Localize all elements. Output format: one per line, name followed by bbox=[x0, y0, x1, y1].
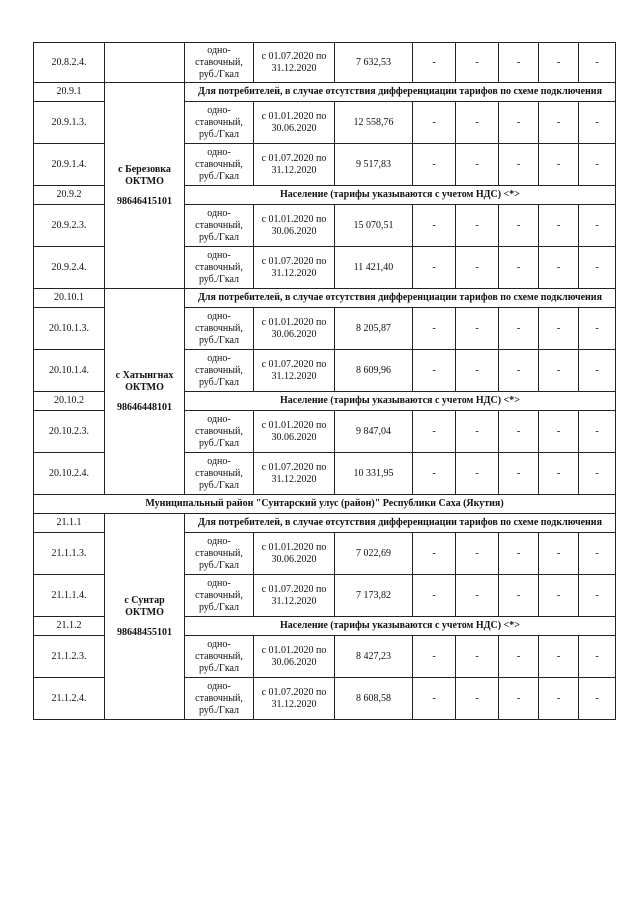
empty-value-dash: - bbox=[456, 43, 499, 83]
tariff-period: с 01.07.2020 по 31.12.2020 bbox=[254, 247, 335, 289]
tariff-unit: одно-ставочный, руб./Гкал bbox=[185, 102, 254, 144]
empty-value-dash: - bbox=[539, 308, 579, 350]
row-number: 20.9.1.3. bbox=[34, 102, 105, 144]
empty-value-dash: - bbox=[579, 636, 616, 678]
row-number: 20.10.1 bbox=[34, 289, 105, 308]
oktmo-label: ОКТМО bbox=[125, 381, 164, 393]
tariff-period: с 01.01.2020 по 30.06.2020 bbox=[254, 636, 335, 678]
empty-value-dash: - bbox=[579, 247, 616, 289]
empty-value-dash: - bbox=[539, 453, 579, 495]
empty-value-dash: - bbox=[456, 308, 499, 350]
tariff-value: 8 609,96 bbox=[335, 350, 413, 392]
tariff-unit: одно-ставочный, руб./Гкал bbox=[185, 308, 254, 350]
empty-value-dash: - bbox=[499, 636, 539, 678]
oktmo-code: 98648455101 bbox=[117, 626, 172, 638]
empty-value-dash: - bbox=[499, 102, 539, 144]
tariff-value: 8 427,23 bbox=[335, 636, 413, 678]
empty-value-dash: - bbox=[539, 636, 579, 678]
empty-value-dash: - bbox=[499, 533, 539, 575]
empty-value-dash: - bbox=[413, 205, 456, 247]
row-number: 21.1.2 bbox=[34, 617, 105, 636]
empty-value-dash: - bbox=[579, 205, 616, 247]
row-number: 20.10.2 bbox=[34, 392, 105, 411]
oktmo-label: ОКТМО bbox=[125, 606, 164, 618]
locality-name: с Хатынгнах bbox=[115, 369, 174, 381]
empty-value-dash: - bbox=[499, 575, 539, 617]
empty-value-dash: - bbox=[413, 636, 456, 678]
tariff-value: 11 421,40 bbox=[335, 247, 413, 289]
row-number: 20.9.1.4. bbox=[34, 144, 105, 186]
empty-value-dash: - bbox=[413, 144, 456, 186]
group-row bbox=[34, 514, 616, 533]
empty-value-dash: - bbox=[456, 144, 499, 186]
tariff-period: с 01.01.2020 по 30.06.2020 bbox=[254, 308, 335, 350]
tariff-value: 10 331,95 bbox=[335, 453, 413, 495]
consumer-group-heading: Для потребителей, в случае отсутствия дифференциации тарифов по схеме подключения bbox=[185, 83, 616, 102]
empty-value-dash: - bbox=[456, 102, 499, 144]
tariff-period: с 01.07.2020 по 31.12.2020 bbox=[254, 453, 335, 495]
empty-value-dash: - bbox=[499, 411, 539, 453]
empty-value-dash: - bbox=[539, 144, 579, 186]
tariff-unit: одно-ставочный, руб./Гкал bbox=[185, 205, 254, 247]
locality-cell bbox=[105, 43, 185, 83]
empty-value-dash: - bbox=[456, 350, 499, 392]
tariff-period: с 01.07.2020 по 31.12.2020 bbox=[254, 144, 335, 186]
tariff-period: с 01.01.2020 по 30.06.2020 bbox=[254, 533, 335, 575]
empty-value-dash: - bbox=[579, 43, 616, 83]
empty-value-dash: - bbox=[413, 350, 456, 392]
empty-value-dash: - bbox=[456, 247, 499, 289]
tariff-period: с 01.07.2020 по 31.12.2020 bbox=[254, 43, 335, 83]
consumer-group-heading: Для потребителей, в случае отсутствия дифференциации тарифов по схеме подключения bbox=[185, 289, 616, 308]
empty-value-dash: - bbox=[413, 575, 456, 617]
empty-value-dash: - bbox=[579, 308, 616, 350]
empty-value-dash: - bbox=[579, 102, 616, 144]
empty-value-dash: - bbox=[456, 533, 499, 575]
locality-name: с Березовка bbox=[118, 163, 171, 175]
locality-cell bbox=[105, 289, 185, 495]
empty-value-dash: - bbox=[456, 636, 499, 678]
empty-value-dash: - bbox=[413, 453, 456, 495]
tariff-unit: одно-ставочный, руб./Гкал bbox=[185, 453, 254, 495]
tariff-unit: одно-ставочный, руб./Гкал bbox=[185, 678, 254, 720]
municipal-row bbox=[34, 495, 616, 514]
oktmo-code: 98646448101 bbox=[117, 401, 172, 413]
row-number: 21.1.1 bbox=[34, 514, 105, 533]
empty-value-dash: - bbox=[539, 575, 579, 617]
row-number: 21.1.2.3. bbox=[34, 636, 105, 678]
tariff-unit: одно-ставочный, руб./Гкал bbox=[185, 350, 254, 392]
row-number: 20.9.1 bbox=[34, 83, 105, 102]
empty-value-dash: - bbox=[579, 533, 616, 575]
tariff-value: 12 558,76 bbox=[335, 102, 413, 144]
empty-value-dash: - bbox=[456, 411, 499, 453]
population-group-heading: Население (тарифы указываются с учетом НДС) <*> bbox=[185, 186, 616, 205]
empty-value-dash: - bbox=[539, 247, 579, 289]
tariff-value: 15 070,51 bbox=[335, 205, 413, 247]
empty-value-dash: - bbox=[579, 575, 616, 617]
empty-value-dash: - bbox=[499, 308, 539, 350]
empty-value-dash: - bbox=[413, 308, 456, 350]
empty-value-dash: - bbox=[499, 350, 539, 392]
tariff-value: 7 173,82 bbox=[335, 575, 413, 617]
empty-value-dash: - bbox=[413, 533, 456, 575]
tariff-value: 9 517,83 bbox=[335, 144, 413, 186]
group-row bbox=[34, 289, 616, 308]
tariff-period: с 01.07.2020 по 31.12.2020 bbox=[254, 678, 335, 720]
tariff-unit: одно-ставочный, руб./Гкал bbox=[185, 411, 254, 453]
empty-value-dash: - bbox=[539, 533, 579, 575]
tariff-value: 8 608,58 bbox=[335, 678, 413, 720]
consumer-group-heading: Для потребителей, в случае отсутствия дифференциации тарифов по схеме подключения bbox=[185, 514, 616, 533]
empty-value-dash: - bbox=[499, 144, 539, 186]
oktmo-label: ОКТМО bbox=[125, 175, 164, 187]
row-number: 20.10.2.4. bbox=[34, 453, 105, 495]
tariff-period: с 01.01.2020 по 30.06.2020 bbox=[254, 411, 335, 453]
empty-value-dash: - bbox=[539, 205, 579, 247]
tariff-unit: одно-ставочный, руб./Гкал bbox=[185, 533, 254, 575]
row-number: 21.1.1.4. bbox=[34, 575, 105, 617]
empty-value-dash: - bbox=[456, 678, 499, 720]
tariff-period: с 01.01.2020 по 30.06.2020 bbox=[254, 205, 335, 247]
group-row bbox=[34, 83, 616, 102]
tariff-value: 9 847,04 bbox=[335, 411, 413, 453]
empty-value-dash: - bbox=[413, 678, 456, 720]
empty-value-dash: - bbox=[456, 453, 499, 495]
tariff-unit: одно-ставочный, руб./Гкал bbox=[185, 247, 254, 289]
population-group-heading: Население (тарифы указываются с учетом НДС) <*> bbox=[185, 617, 616, 636]
tariff-unit: одно-ставочный, руб./Гкал bbox=[185, 43, 254, 83]
locality-cell bbox=[105, 514, 185, 720]
empty-value-dash: - bbox=[539, 102, 579, 144]
table-row bbox=[34, 43, 616, 83]
oktmo-code: 98646415101 bbox=[117, 195, 172, 207]
tariff-period: с 01.07.2020 по 31.12.2020 bbox=[254, 575, 335, 617]
row-number: 20.8.2.4. bbox=[34, 43, 105, 83]
empty-value-dash: - bbox=[539, 678, 579, 720]
empty-value-dash: - bbox=[579, 678, 616, 720]
tariff-table bbox=[33, 42, 616, 720]
row-number: 20.9.2 bbox=[34, 186, 105, 205]
municipal-district-title: Муниципальный район "Сунтарский улус (район)" Республики Саха (Якутия) bbox=[34, 495, 616, 514]
population-group-heading: Население (тарифы указываются с учетом НДС) <*> bbox=[185, 392, 616, 411]
tariff-value: 7 632,53 bbox=[335, 43, 413, 83]
row-number: 20.10.2.3. bbox=[34, 411, 105, 453]
empty-value-dash: - bbox=[499, 247, 539, 289]
empty-value-dash: - bbox=[539, 350, 579, 392]
empty-value-dash: - bbox=[579, 411, 616, 453]
empty-value-dash: - bbox=[499, 678, 539, 720]
empty-value-dash: - bbox=[456, 205, 499, 247]
empty-value-dash: - bbox=[579, 350, 616, 392]
tariff-period: с 01.01.2020 по 30.06.2020 bbox=[254, 102, 335, 144]
empty-value-dash: - bbox=[539, 411, 579, 453]
tariff-value: 8 205,87 bbox=[335, 308, 413, 350]
row-number: 20.10.1.3. bbox=[34, 308, 105, 350]
tariff-unit: одно-ставочный, руб./Гкал bbox=[185, 575, 254, 617]
locality-name: с Сунтар bbox=[124, 594, 165, 606]
tariff-value: 7 022,69 bbox=[335, 533, 413, 575]
empty-value-dash: - bbox=[413, 102, 456, 144]
empty-value-dash: - bbox=[579, 144, 616, 186]
locality-cell bbox=[105, 83, 185, 289]
empty-value-dash: - bbox=[539, 43, 579, 83]
empty-value-dash: - bbox=[456, 575, 499, 617]
empty-value-dash: - bbox=[499, 205, 539, 247]
row-number: 21.1.1.3. bbox=[34, 533, 105, 575]
empty-value-dash: - bbox=[499, 453, 539, 495]
row-number: 20.10.1.4. bbox=[34, 350, 105, 392]
row-number: 20.9.2.3. bbox=[34, 205, 105, 247]
tariff-unit: одно-ставочный, руб./Гкал bbox=[185, 144, 254, 186]
tariff-unit: одно-ставочный, руб./Гкал bbox=[185, 636, 254, 678]
tariff-period: с 01.07.2020 по 31.12.2020 bbox=[254, 350, 335, 392]
row-number: 21.1.2.4. bbox=[34, 678, 105, 720]
empty-value-dash: - bbox=[413, 43, 456, 83]
empty-value-dash: - bbox=[413, 247, 456, 289]
empty-value-dash: - bbox=[499, 43, 539, 83]
empty-value-dash: - bbox=[579, 453, 616, 495]
row-number: 20.9.2.4. bbox=[34, 247, 105, 289]
empty-value-dash: - bbox=[413, 411, 456, 453]
